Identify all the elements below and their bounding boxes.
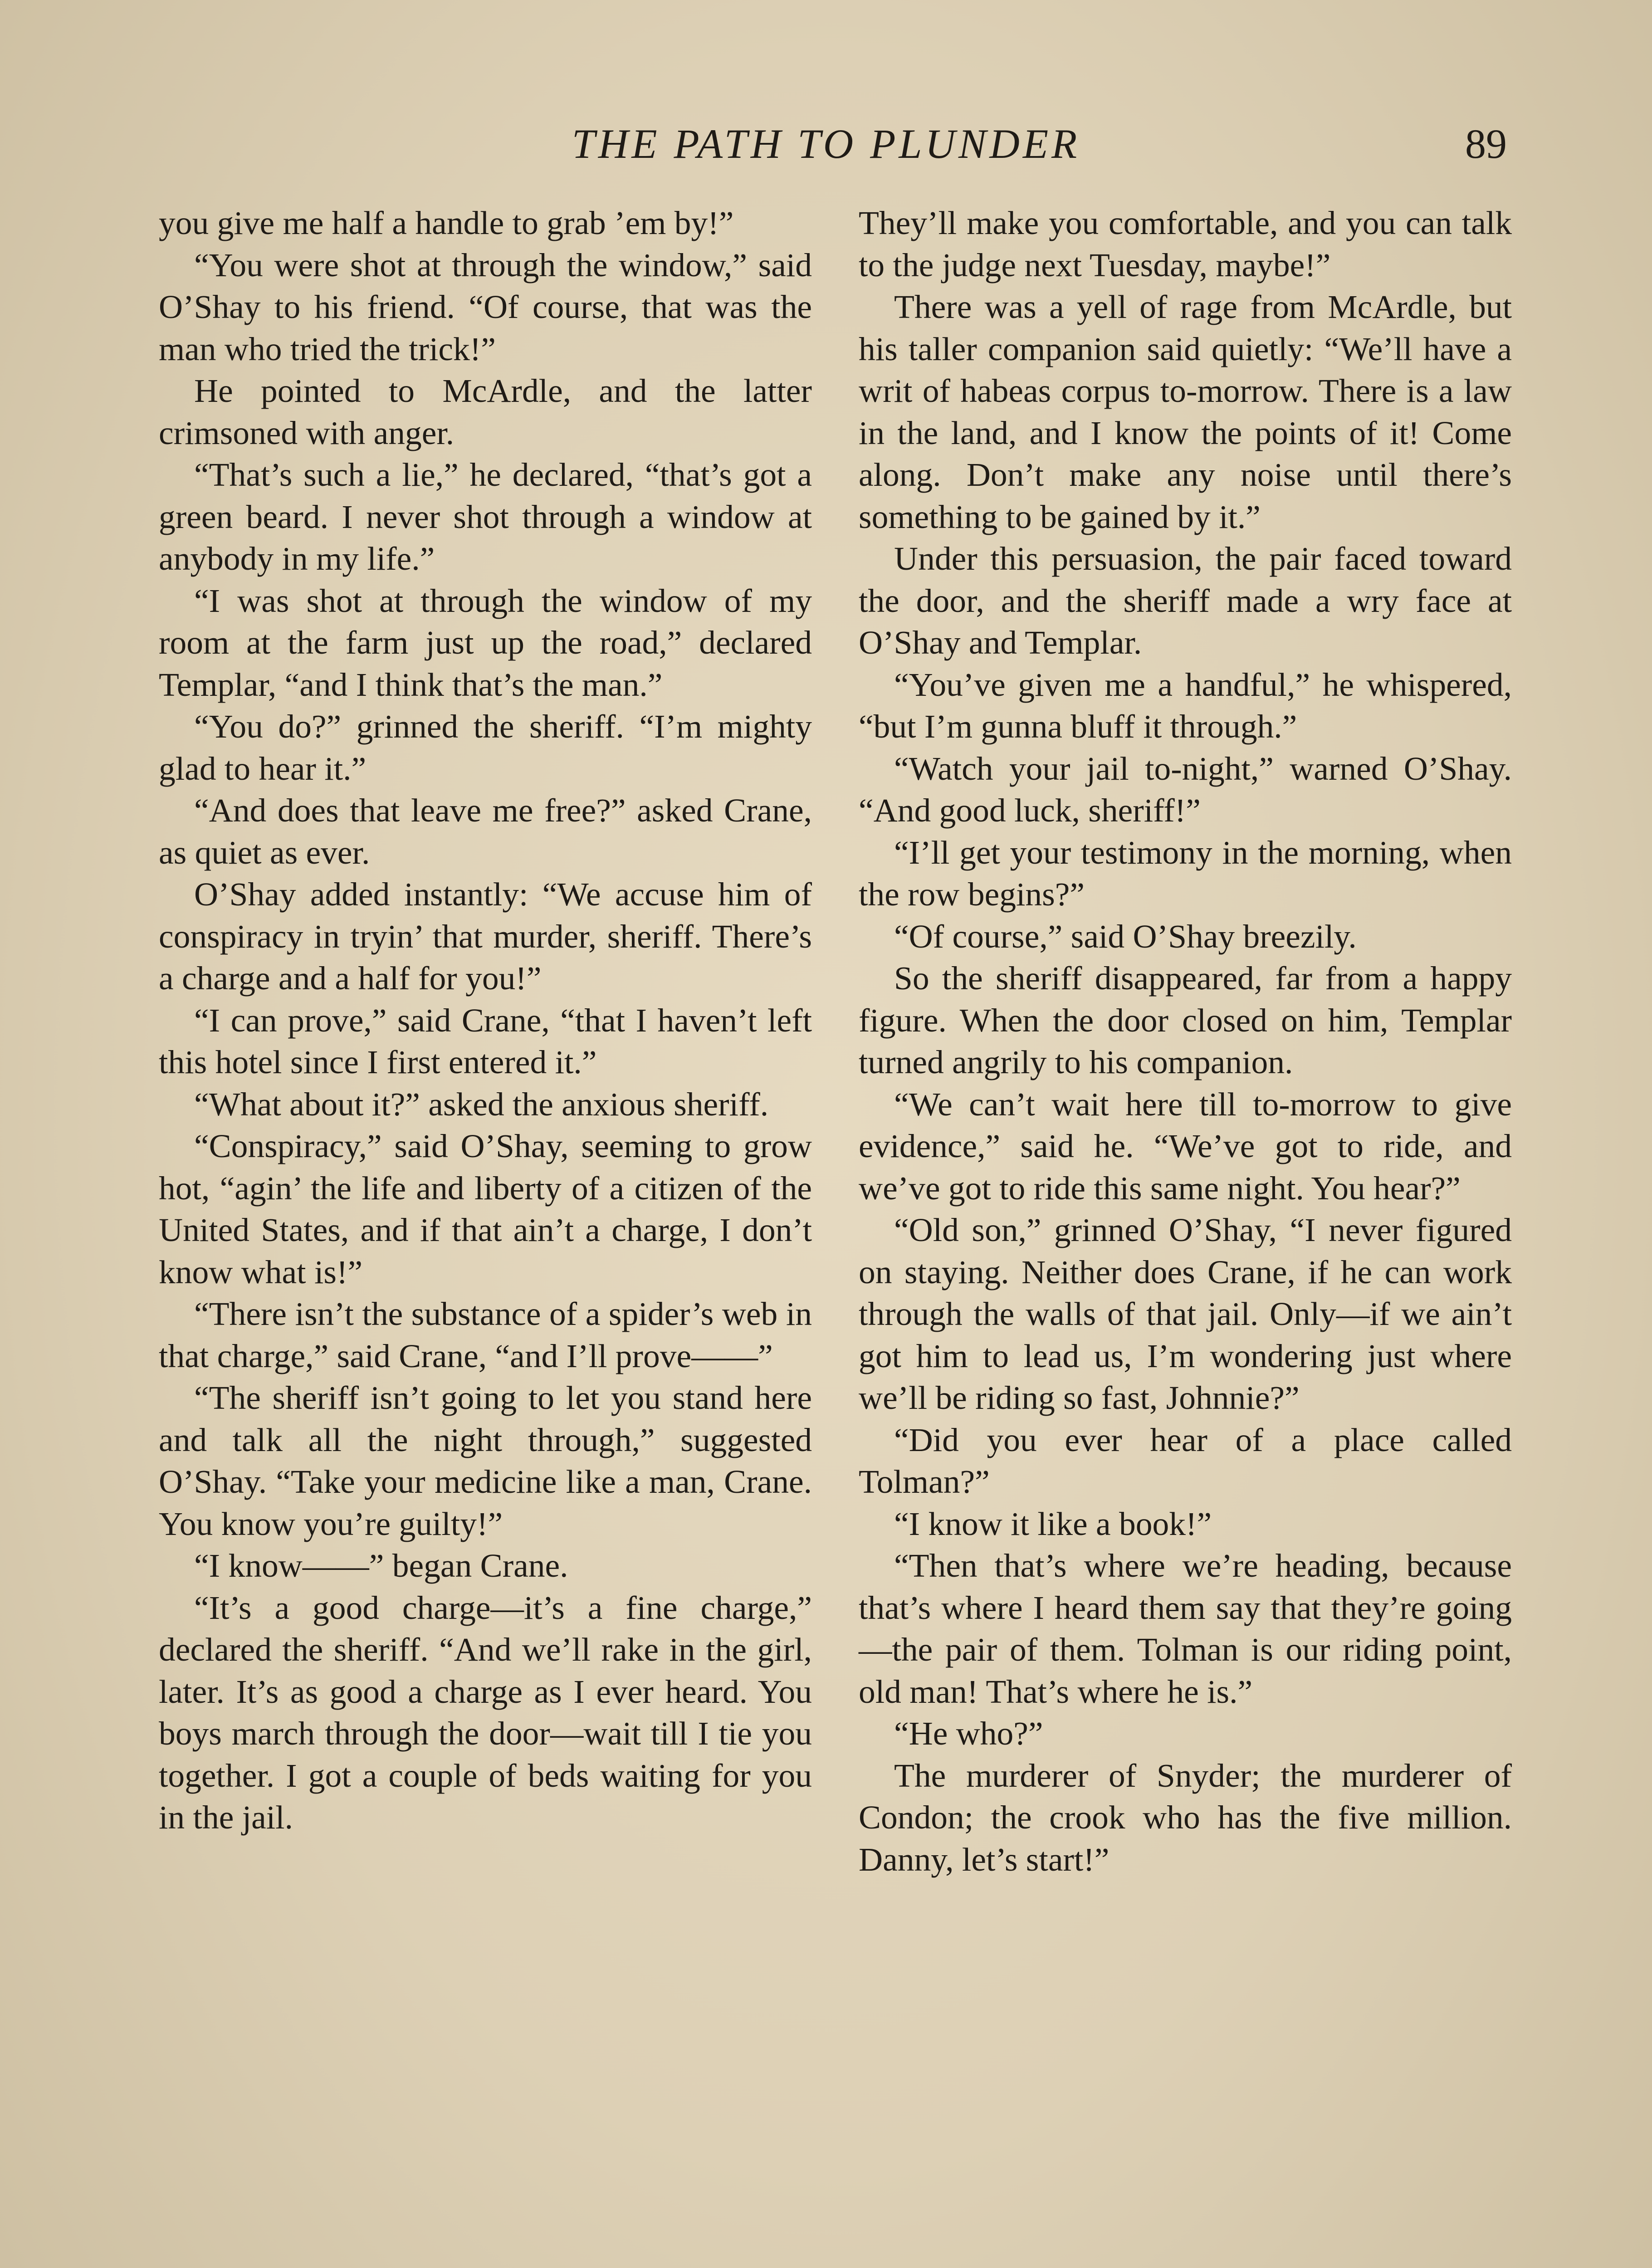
paragraph: So the sheriff disappeared, far from a happy figure. When the door closed on him, Templar turned angrily to his companion.	[859, 960, 1512, 1080]
paragraph: “Old son,” grinned O’Shay, “I never figured on staying. Neither does Crane, if he can work through the walls of that jail. Only—if we ain’t got him to lead us, I’m wondering just where we’ll be riding so fast, Johnnie?”	[859, 1212, 1512, 1416]
paragraph: “I know——” began Crane.	[194, 1547, 568, 1584]
paragraph: “There isn’t the substance of a spider’s web in that charge,” said Crane, “and I’ll prove——”	[159, 1295, 812, 1374]
paragraph: “Watch your jail to-night,” warned O’Shay. “And good luck, sheriff!”	[859, 750, 1512, 829]
paragraph: “He who?”	[894, 1715, 1043, 1752]
paragraph: He pointed to McArdle, and the latter crimsoned with anger.	[159, 372, 812, 451]
paragraph: “I can prove,” said Crane, “that I haven’t left this hotel since I first entered it.”	[159, 1002, 812, 1080]
paragraph: “The sheriff isn’t going to let you stand here and talk all the night through,” suggested O’Shay. “Take your medicine like a man, Crane. You know you’re guilty!”	[159, 1379, 812, 1542]
paragraph: “Then that’s where we’re heading, because that’s where I heard them say that they’re going—the pair of them. Tolman is our riding point, old man! That’s where he is.”	[859, 1547, 1512, 1710]
paragraph: “I was shot at through the window of my room at the farm just up the road,” declared Templar, “and I think that’s the man.”	[159, 582, 812, 703]
paragraph: “It’s a good charge—it’s a fine charge,” declared the sheriff. “And we’ll rake in the girl, later. It’s as good a charge as I ever heard. You boys march through the door—wait till I tie you together. I got a couple of beds waiting for you in the jail.	[159, 1589, 812, 1836]
left-text-column	[159, 202, 812, 1839]
paragraph: “I know it like a book!”	[894, 1505, 1212, 1542]
paragraph: The murderer of Snyder; the murderer of Condon; the crook who has the five million. Danny, let’s start!”	[859, 1757, 1512, 1878]
paragraph: “You’ve given me a handful,” he whispered, “but I’m gunna bluff it through.”	[859, 666, 1512, 745]
paragraph: “What about it?” asked the anxious sheriff.	[194, 1085, 769, 1123]
paragraph: “I’ll get your testimony in the morning, when the row begins?”	[859, 834, 1512, 913]
paragraph: “We can’t wait here till to-morrow to give evidence,” said he. “We’ve got to ride, and we’ve got to ride this same night. You hear?”	[859, 1085, 1512, 1207]
paragraph: you give me half a handle to grab ’em by!”	[159, 205, 734, 241]
running-title: THE PATH TO PLUNDER	[572, 121, 1080, 167]
paragraph: “Of course,” said O’Shay breezily.	[894, 918, 1357, 955]
paragraph: “Did you ever hear of a place called Tolman?”	[859, 1421, 1512, 1500]
paragraph: Under this persuasion, the pair faced toward the door, and the sheriff made a wry face at O’Shay and Templar.	[859, 540, 1512, 661]
paragraph: “And does that leave me free?” asked Crane, as quiet as ever.	[159, 792, 812, 871]
paragraph: “Conspiracy,” said O’Shay, seeming to grow hot, “agin’ the life and liberty of a citizen of the United States, and if that ain’t a charge, I don’t know what is!”	[159, 1128, 812, 1290]
paragraph: O’Shay added instantly: “We accuse him of conspiracy in tryin’ that murder, sheriff. There’s a charge and a half for you!”	[159, 876, 812, 997]
paragraph: They’ll make you comfortable, and you can talk to the judge next Tuesday, maybe!”	[859, 205, 1512, 284]
paragraph: “You do?” grinned the sheriff. “I’m mighty glad to hear it.”	[159, 708, 812, 787]
right-text-column	[859, 202, 1512, 1881]
running-head	[0, 119, 1652, 169]
paragraph: There was a yell of rage from McArdle, but his taller companion said quietly: “We’ll have a writ of habeas corpus to-morrow. There is a law in the land, and I know the points of it! Come along. Don’t make any noise until there’s something to be gained by it.”	[859, 288, 1512, 535]
paragraph: “That’s such a lie,” he declared, “that’s got a green beard. I never shot through a window at anybody in my life.”	[159, 456, 812, 577]
page-number: 89	[1465, 121, 1507, 167]
paragraph: “You were shot at through the window,” said O’Shay to his friend. “Of course, that was the man who tried the trick!”	[159, 246, 812, 367]
